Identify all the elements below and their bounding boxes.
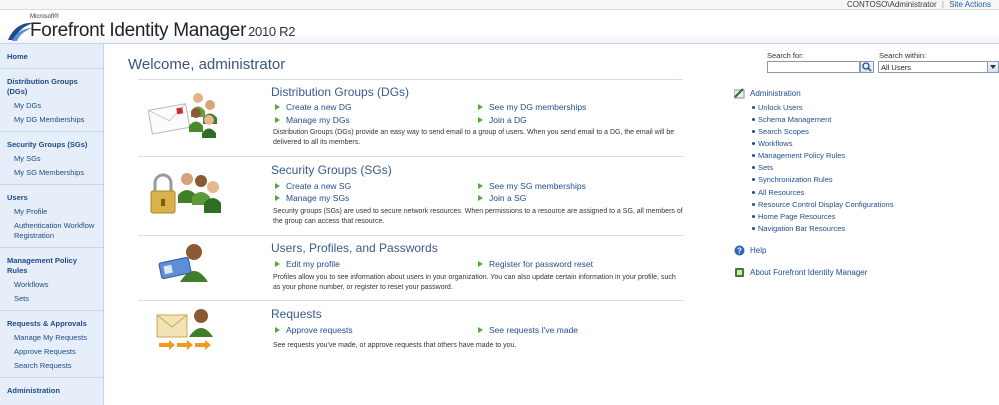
card-title-users: Users, Profiles, and Passwords — [271, 241, 438, 255]
header — [0, 10, 999, 44]
microsoft-label: Microsoft® — [30, 14, 59, 20]
admin-item-synchronization-rules[interactable]: Synchronization Rules — [758, 175, 833, 184]
arrow-icon — [275, 327, 280, 333]
link-approve-requests-label: Approve requests — [286, 325, 353, 335]
admin-item-rcdc[interactable]: Resource Control Display Configurations — [758, 200, 894, 209]
link-join-a-dg-label: Join a DG — [489, 115, 527, 125]
link-see-requests-made[interactable] — [478, 325, 578, 335]
arrow-icon — [275, 117, 280, 123]
link-see-requests-made-label: See requests I've made — [489, 325, 579, 335]
search-button[interactable] — [860, 61, 874, 73]
top-bar-right — [847, 0, 991, 10]
help-icon — [734, 245, 745, 256]
link-see-my-sg-memberships[interactable] — [478, 181, 586, 191]
nav-section-admin — [0, 384, 103, 402]
link-manage-my-dgs[interactable] — [275, 115, 350, 125]
help-link[interactable]: Help — [750, 246, 767, 255]
search-within-label: Search within: — [879, 51, 927, 60]
link-manage-my-sgs-label: Manage my SGs — [286, 193, 350, 203]
search-for-label: Search for: — [767, 51, 804, 60]
nav-head-users[interactable]: Users — [7, 193, 28, 202]
product-version: 2010 R2 — [248, 24, 296, 39]
link-manage-my-sgs[interactable] — [275, 193, 349, 203]
svg-text:?: ? — [737, 246, 742, 256]
admin-item-sets[interactable]: Sets — [758, 163, 774, 172]
admin-item-home-page-resources[interactable]: Home Page Resources — [758, 212, 836, 221]
divider — [138, 300, 683, 301]
arrow-icon — [275, 104, 280, 110]
card-desc-users: Profiles allow you to see information about users in your organization. You can also update certain information in your profile, such as your phone number, or register to reset your password. — [273, 274, 676, 291]
arrow-icon — [478, 327, 483, 333]
nav-section-dgs — [0, 75, 103, 132]
user-profile-icon — [158, 240, 214, 286]
administration-icon — [734, 88, 745, 99]
arrow-icon — [478, 195, 483, 201]
link-create-new-dg-label: Create a new DG — [286, 102, 352, 112]
top-bar-separator: | — [941, 0, 944, 9]
nav-section-users — [0, 191, 103, 248]
nav-section-sgs — [0, 138, 103, 185]
search-icon — [861, 62, 873, 72]
nav-item-manage-my-requests[interactable]: Manage My Requests — [14, 333, 87, 342]
nav-item-my-sgs[interactable]: My SGs — [14, 154, 41, 163]
about-fim-link[interactable]: About Forefront Identity Manager — [750, 268, 868, 277]
card-title-sgs: Security Groups (SGs) — [271, 163, 392, 177]
admin-heading[interactable]: Administration — [750, 89, 801, 98]
product-title — [30, 20, 295, 42]
link-approve-requests[interactable] — [275, 325, 353, 335]
link-create-new-sg-label: Create a new SG — [286, 181, 352, 191]
card-desc-dgs: Distribution Groups (DGs) provide an easy way to send email to a group of users. When you send email to a DG, the email will be delivered to all its members. — [273, 129, 675, 146]
card-desc-requests: See requests you've made, or approve requests that others have made to you. — [273, 342, 517, 349]
nav-item-sets[interactable]: Sets — [14, 294, 30, 303]
chevron-down-icon[interactable] — [987, 62, 998, 72]
nav-item-approve-requests[interactable]: Approve Requests — [14, 347, 76, 356]
link-see-my-dg-memberships-label: See my DG memberships — [489, 102, 587, 112]
page-title: Welcome, administrator — [128, 56, 286, 73]
card-title-dgs: Distribution Groups (DGs) — [271, 85, 410, 99]
arrow-icon — [478, 117, 483, 123]
arrow-icon — [275, 195, 280, 201]
nav-item-my-dgs[interactable]: My DGs — [14, 101, 42, 110]
link-see-my-dg-memberships[interactable] — [478, 102, 586, 112]
card-title-requests: Requests — [271, 307, 322, 321]
nav-item-my-sg-memberships[interactable]: My SG Memberships — [14, 168, 85, 177]
link-join-a-sg-label: Join a SG — [489, 193, 527, 203]
admin-item-workflows[interactable]: Workflows — [758, 139, 793, 148]
top-bar — [0, 0, 999, 10]
link-register-password-reset-label: Register for password reset — [489, 259, 593, 269]
admin-item-search-scopes[interactable]: Search Scopes — [758, 127, 809, 136]
security-group-icon — [149, 169, 221, 217]
divider — [138, 235, 683, 236]
arrow-icon — [478, 183, 483, 189]
nav-section-requests — [0, 317, 103, 378]
card-desc-sgs: Security groups (SGs) are used to secure network resources. When permissions to a resource are assigned to a SG, all members of the group can access that resource. — [273, 208, 683, 225]
nav-section-home — [0, 50, 103, 69]
nav-head-dgs[interactable]: Distribution Groups (DGs) — [7, 77, 78, 96]
nav-home[interactable]: Home — [7, 52, 28, 61]
nav-head-administration[interactable]: Administration — [7, 386, 60, 395]
link-join-a-sg[interactable] — [478, 193, 526, 203]
divider — [138, 79, 683, 80]
left-navigation — [0, 44, 104, 405]
nav-section-mpr — [0, 254, 103, 311]
arrow-icon — [275, 261, 280, 267]
requests-icon — [155, 307, 219, 351]
nav-head-mpr[interactable]: Management Policy Rules — [7, 256, 78, 275]
nav-item-auth-workflow-registration[interactable]: Authentication Workflow Registration — [14, 221, 95, 240]
link-edit-my-profile-label: Edit my profile — [286, 259, 340, 269]
link-see-my-sg-memberships-label: See my SG memberships — [489, 181, 586, 191]
arrow-icon — [478, 261, 483, 267]
arrow-icon — [275, 183, 280, 189]
admin-item-unlock-users[interactable]: Unlock Users — [758, 103, 803, 112]
distribution-group-icon — [148, 89, 220, 139]
admin-item-management-policy-rules[interactable]: Management Policy Rules — [758, 151, 846, 160]
search-input[interactable] — [767, 61, 860, 73]
current-user: CONTOSO\Administrator — [846, 0, 937, 9]
arrow-icon — [478, 104, 483, 110]
link-join-a-dg[interactable] — [478, 115, 527, 125]
admin-item-navigation-bar-resources[interactable]: Navigation Bar Resources — [758, 224, 846, 233]
admin-item-schema-management[interactable]: Schema Management — [758, 115, 832, 124]
divider — [138, 156, 683, 157]
nav-item-workflows[interactable]: Workflows — [14, 280, 49, 289]
search-within-value: All Users — [881, 63, 912, 72]
admin-item-all-resources[interactable]: All Resources — [758, 188, 805, 197]
search-within-select[interactable] — [878, 61, 999, 73]
nav-item-my-profile[interactable]: My Profile — [14, 207, 48, 216]
about-icon — [734, 267, 745, 278]
nav-head-requests[interactable]: Requests & Approvals — [7, 319, 87, 328]
site-actions-menu[interactable]: Site Actions — [949, 0, 991, 9]
link-create-new-dg[interactable] — [275, 102, 352, 112]
nav-item-search-requests[interactable]: Search Requests — [14, 361, 72, 370]
nav-head-sgs[interactable]: Security Groups (SGs) — [7, 140, 88, 149]
link-manage-my-dgs-label: Manage my DGs — [286, 115, 350, 125]
product-name: Forefront Identity Manager — [30, 20, 247, 41]
link-register-password-reset[interactable] — [478, 259, 593, 269]
link-create-new-sg[interactable] — [275, 181, 351, 191]
link-edit-my-profile[interactable] — [275, 259, 340, 269]
nav-item-my-dg-memberships[interactable]: My DG Memberships — [14, 115, 85, 124]
